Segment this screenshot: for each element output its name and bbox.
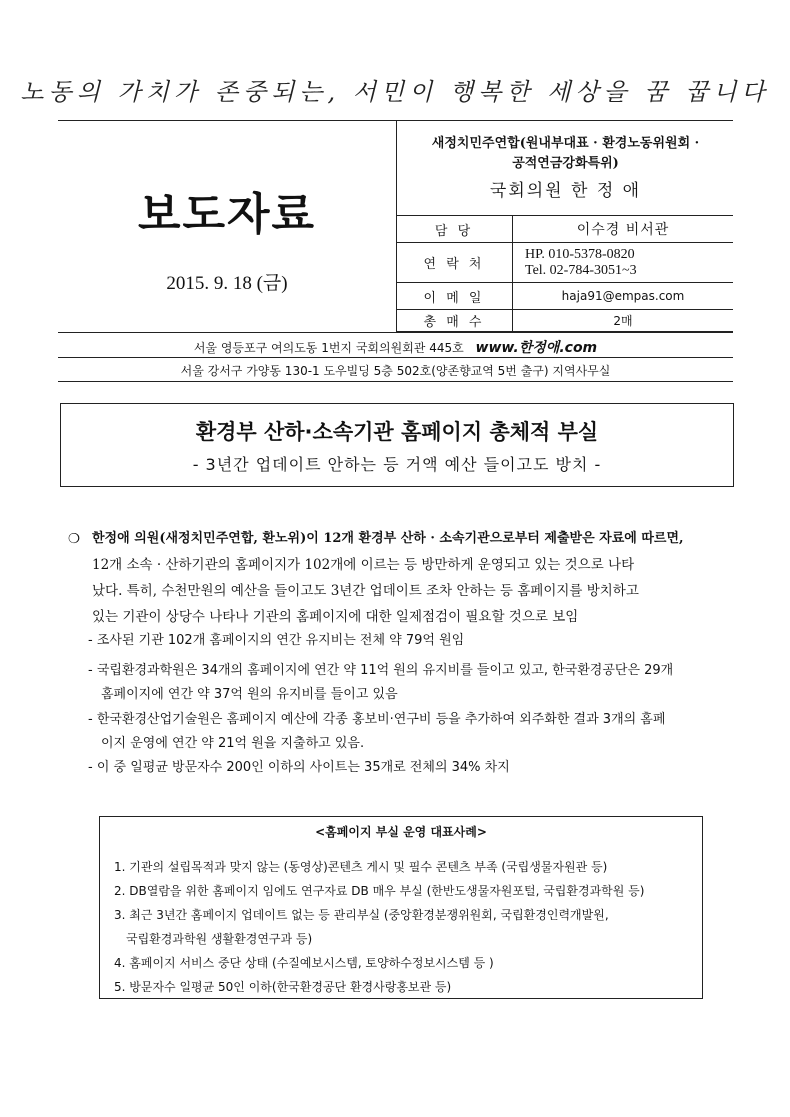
phone-tel: Tel. 02-784-3051~3 (525, 262, 637, 278)
point-line: - 이 중 일평균 방문자수 200인 이하의 사이트는 35개로 전체의 34% 차지 (88, 760, 510, 775)
point-item (88, 708, 738, 756)
case-item: 국립환경과학원 생활환경연구과 등) (126, 932, 313, 946)
sender-member: 국회의원 한 정 애 (489, 181, 642, 201)
address-divider (58, 357, 733, 358)
address-line-1: 서울 영등포구 여의도동 1번지 국회의원회관 445호 (193, 341, 464, 355)
point-line: - 조사된 기관 102개 홈페이지의 연간 유지비는 전체 약 79억 원임 (88, 633, 465, 648)
sender-organization (398, 134, 733, 174)
document-title: 보도자료 (137, 189, 316, 240)
contact-row (396, 310, 733, 332)
point-line: - 한국환경산업기술원은 홈페이지 예산에 각종 홍보비·연구비 등을 추가하여 외주화한 결과 3개의 홈페 (88, 712, 666, 727)
point-line: - 국립환경과학원은 34개의 홈페이지에 연간 약 11억 원의 유지비를 들이고 있고, 한국환경공단은 29개 (88, 663, 674, 678)
point-line: 홈페이지에 연간 약 37억 원의 유지비를 들이고 있음 (101, 687, 398, 702)
contact-value: 이수경 비서관 (513, 216, 734, 243)
contact-key: 총 매 수 (396, 310, 513, 332)
case-item: 3. 최근 3년간 홈페이지 업데이트 없는 등 관리부실 (중앙환경분쟁위원회, 국립환경인력개발원, (114, 908, 609, 922)
case-item: 2. DB열람을 위한 홈페이지 임에도 연구자료 DB 매우 부실 (한반도생물자원포털, 국립환경과학원 등) (114, 884, 645, 898)
address-line-2: 서울 강서구 가양동 130-1 도우빌딩 5층 502호(양존향교역 5번 출구) 지역사무실 (180, 364, 611, 378)
document-date: 2015. 9. 18 (금) (166, 273, 288, 294)
cases-title: <홈페이지 부실 운영 대표사례> (315, 825, 487, 839)
website-link[interactable]: www.한정애.com (475, 340, 598, 356)
header-bottom-rule (58, 381, 733, 382)
point-line: 이지 운영에 연간 약 21억 원을 지출하고 있음. (101, 736, 365, 751)
contact-key: 연 락 처 (396, 243, 513, 283)
point-item (88, 756, 738, 780)
contact-key: 이 메 일 (396, 283, 513, 310)
case-item: 1. 기관의 설립목적과 맞지 않는 (동영상)콘텐츠 게시 및 필수 콘텐츠 부족 (국립생물자원관 등) (114, 860, 608, 874)
point-item (88, 659, 738, 707)
headline-box (60, 403, 734, 487)
headline-subtitle: - 3년간 업데이트 안하는 등 거액 예산 들이고도 방치 - (192, 455, 602, 474)
point-item (88, 629, 738, 653)
case-item: 4. 홈페이지 서비스 중단 상태 (수질예보시스템, 토양하수정보시스템 등 ) (114, 956, 494, 970)
contact-key: 담 당 (396, 216, 513, 243)
headline-title: 환경부 산하·소속기관 홈페이지 총체적 부실 (195, 420, 599, 444)
slogan: 노동의 가치가 존중되는, 서민이 행복한 세상을 꿈 꿉니다 (20, 78, 770, 106)
org-line-2: 공적연금강화특위) (512, 156, 619, 171)
header-mid-rule (58, 332, 733, 333)
contact-phone (513, 243, 734, 283)
contact-table (396, 215, 733, 332)
contact-email: haja91@empas.com (513, 283, 734, 310)
lead-line-1: 한정애 의원(새정치민주연합, 환노위)이 12개 환경부 산하 · 소속기관으로부터 제출받은 자료에 따르면, (92, 531, 684, 546)
contact-row (396, 283, 733, 310)
contact-row (396, 216, 733, 243)
circle-bullet-icon: ❍ (68, 531, 81, 547)
phone-mobile: HP. 010-5378-0820 (525, 246, 635, 262)
org-line-1: 새정치민주연합(원내부대표 · 환경노동위원회 · (431, 136, 700, 151)
lead-paragraph (68, 526, 736, 630)
case-item: 5. 방문자수 일평균 50인 이하(한국환경공단 환경사랑홍보관 등) (114, 980, 452, 994)
cases-box (99, 816, 703, 999)
lead-line-4: 있는 기관이 상당수 나타나 기관의 홈페이지에 대한 일제점검이 필요할 것으로 보임 (92, 609, 579, 625)
contact-pages: 2매 (513, 310, 734, 332)
contact-row (396, 243, 733, 283)
address-assembly (58, 337, 733, 357)
lead-line-3: 났다. 특히, 수천만원의 예산을 들이고도 3년간 업데이트 조차 안하는 등 홈페이지를 방치하고 (92, 583, 639, 599)
lead-line-2: 12개 소속 · 산하기관의 홈페이지가 102개에 이르는 등 방만하게 운영되고 있는 것으로 나타 (92, 557, 635, 573)
title-block (58, 120, 396, 332)
